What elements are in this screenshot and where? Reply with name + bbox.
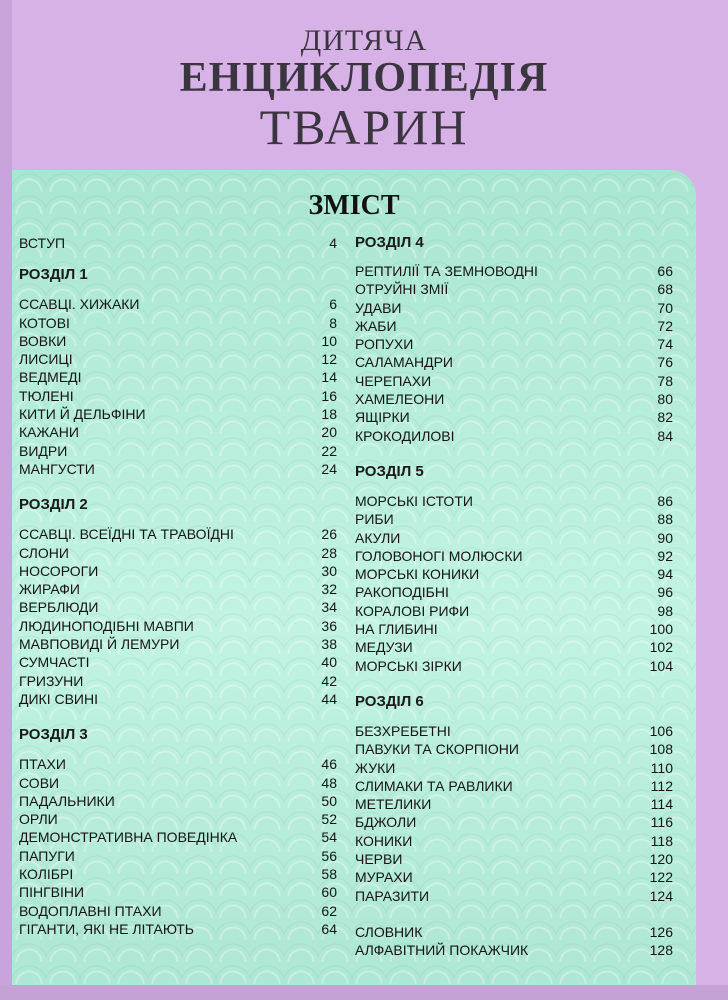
toc-page: 68 <box>657 281 673 298</box>
toc-page: 86 <box>657 492 673 509</box>
toc-label: МОРСЬКІ КОНИКИ <box>355 566 480 583</box>
toc-entry[interactable] <box>19 405 337 423</box>
toc-label: РАКОПОДІБНІ <box>355 584 449 601</box>
toc-page: 98 <box>657 602 673 619</box>
toc-label: ТЮЛЕНІ <box>19 387 74 404</box>
toc-page: 10 <box>321 332 337 349</box>
toc-entry-index[interactable] <box>355 941 673 959</box>
toc-entry[interactable] <box>355 740 673 758</box>
toc-entry[interactable] <box>355 299 673 317</box>
toc-label: МУРАХИ <box>355 869 413 886</box>
toc-entry[interactable] <box>355 408 673 426</box>
toc-page: 50 <box>321 792 337 809</box>
toc-label: ЛЮДИНОПОДІБНІ МАВПИ <box>19 617 194 634</box>
toc-entry[interactable] <box>19 902 337 920</box>
toc-page: 82 <box>657 409 673 426</box>
toc-entry[interactable] <box>355 832 673 850</box>
toc-entry[interactable] <box>355 317 673 335</box>
toc-page: 108 <box>649 741 673 758</box>
toc-label: БДЖОЛИ <box>355 814 417 831</box>
toc-page: 122 <box>649 869 673 886</box>
toc-entry[interactable] <box>19 314 337 332</box>
toc-entry[interactable] <box>19 525 337 543</box>
toc-page: 18 <box>321 406 337 423</box>
toc-label: ПАДАЛЬНИКИ <box>19 792 115 809</box>
section-heading: РОЗДІЛ 3 <box>19 726 88 744</box>
toc-entry[interactable] <box>19 774 337 792</box>
toc-label: НОСОРОГИ <box>19 562 99 579</box>
toc-entry[interactable] <box>19 423 337 441</box>
toc-label: ПАПУГИ <box>19 847 75 864</box>
toc-label: ПІНГВІНИ <box>19 884 85 901</box>
toc-page: 48 <box>321 774 337 791</box>
toc-label: ВОДОПЛАВНІ ПТАХИ <box>19 902 162 919</box>
toc-page: 36 <box>321 617 337 634</box>
title-line-2: ЕНЦИКЛОПЕДІЯ <box>179 55 549 101</box>
toc-entry[interactable] <box>355 510 673 528</box>
toc-label: ПТАХИ <box>19 756 66 773</box>
appendix-list <box>355 923 673 960</box>
toc-entry-intro[interactable] <box>19 234 337 252</box>
toc-page: 54 <box>321 829 337 846</box>
toc-page: 42 <box>321 672 337 689</box>
toc-page: 34 <box>321 599 337 616</box>
toc-entry-glossary[interactable] <box>355 923 673 941</box>
toc-page: 124 <box>649 887 673 904</box>
toc-entry[interactable] <box>19 828 337 846</box>
toc-page: 84 <box>657 427 673 444</box>
toc-page: 92 <box>657 547 673 564</box>
toc-page: 80 <box>657 391 673 408</box>
toc-label: ССАВЦІ. ВСЕЇДНІ ТА ТРАВОЇДНІ <box>19 526 234 543</box>
toc-label: КОТОВІ <box>19 314 70 331</box>
toc-label: ДЕМОНСТРАТИВНА ПОВЕДІНКА <box>19 829 238 846</box>
toc-label: РЕПТИЛІЇ ТА ЗЕМНОВОДНІ <box>355 263 538 279</box>
toc-label: БЕЗХРЕБЕТНІ <box>355 722 451 739</box>
toc-page: 38 <box>321 636 337 653</box>
toc-entry[interactable] <box>19 598 337 616</box>
toc-page: 116 <box>650 814 673 831</box>
section-4-list <box>355 262 673 445</box>
toc-page: 60 <box>321 884 337 901</box>
toc-label: ГРИЗУНИ <box>19 672 84 689</box>
toc-page: 22 <box>321 442 337 459</box>
toc-label: МЕТЕЛИКИ <box>355 796 432 813</box>
contents-column-right <box>355 234 673 960</box>
toc-entry[interactable] <box>355 722 673 740</box>
toc-label: ЖИРАФИ <box>19 581 80 598</box>
toc-label: МОРСЬКІ ЗІРКИ <box>355 657 462 674</box>
toc-entry[interactable] <box>355 602 673 620</box>
toc-page: 20 <box>321 424 337 441</box>
section-5-list <box>355 492 673 675</box>
toc-entry[interactable] <box>355 850 673 868</box>
toc-page: 44 <box>321 690 337 707</box>
toc-page: 72 <box>657 317 673 334</box>
contents-panel <box>12 170 696 985</box>
toc-page: 90 <box>657 529 673 546</box>
toc-label: ЛИСИЦІ <box>19 351 73 368</box>
toc-label: МАВПОВИДІ Й ЛЕМУРИ <box>19 636 180 653</box>
toc-entry[interactable] <box>355 390 673 408</box>
section-1-list <box>19 295 337 478</box>
toc-label: ГОЛОВОНОГІ МОЛЮСКИ <box>355 547 523 564</box>
toc-page: 114 <box>650 796 673 813</box>
toc-entry[interactable] <box>19 332 337 350</box>
section-heading: РОЗДІЛ 2 <box>19 496 88 514</box>
toc-label: СЛИМАКИ ТА РАВЛИКИ <box>355 777 513 794</box>
book-title <box>0 0 728 170</box>
toc-entry[interactable] <box>19 617 337 635</box>
contents-title: ЗМІСТ <box>308 190 400 221</box>
toc-entry[interactable] <box>355 335 673 353</box>
toc-label: КИТИ Й ДЕЛЬФІНИ <box>19 406 146 423</box>
toc-page: 12 <box>321 351 337 368</box>
toc-label: УДАВИ <box>355 299 402 316</box>
toc-page: 62 <box>321 902 337 919</box>
toc-label: МЕДУЗИ <box>355 639 413 656</box>
toc-entry[interactable] <box>19 865 337 883</box>
toc-label: ХАМЕЛЕОНИ <box>355 391 445 408</box>
toc-page: 56 <box>321 847 337 864</box>
toc-page: 40 <box>321 654 337 671</box>
toc-label: ДИКІ СВИНІ <box>19 690 98 707</box>
toc-page: 16 <box>321 387 337 404</box>
toc-label: ОРЛИ <box>19 811 58 828</box>
toc-entry[interactable] <box>355 777 673 795</box>
toc-label: КАЖАНИ <box>19 424 79 441</box>
toc-page: 76 <box>657 354 673 371</box>
toc-page: 70 <box>657 299 673 316</box>
page-bottom-band <box>0 985 728 1000</box>
toc-page: 26 <box>321 526 337 543</box>
toc-page: 118 <box>650 832 673 849</box>
toc-entry[interactable] <box>19 792 337 810</box>
toc-page: 28 <box>321 544 337 561</box>
toc-entry[interactable] <box>355 427 673 445</box>
section-heading: РОЗДІЛ 5 <box>355 462 424 480</box>
toc-entry[interactable] <box>355 353 673 371</box>
toc-entry[interactable] <box>19 460 337 478</box>
toc-label: ПАРАЗИТИ <box>355 887 430 904</box>
toc-label: АКУЛИ <box>355 529 401 546</box>
toc-label: ВСТУП <box>19 235 66 251</box>
toc-page: 6 <box>329 296 337 313</box>
toc-label: ОТРУЙНІ ЗМІЇ <box>355 281 449 298</box>
toc-page: 46 <box>321 756 337 773</box>
toc-entry[interactable] <box>355 868 673 886</box>
toc-label: НА ГЛИБИНІ <box>355 621 438 638</box>
toc-entry[interactable] <box>355 280 673 298</box>
toc-entry[interactable] <box>19 810 337 828</box>
toc-page: 4 <box>329 235 337 251</box>
toc-page: 88 <box>657 511 673 528</box>
toc-page: 14 <box>321 369 337 386</box>
toc-entry[interactable] <box>355 547 673 565</box>
toc-label: КОРАЛОВІ РИФИ <box>355 602 470 619</box>
toc-label: СЛОВНИК <box>355 923 423 940</box>
toc-label: ПАВУКИ ТА СКОРПІОНИ <box>355 741 519 758</box>
toc-page: 126 <box>649 923 673 940</box>
toc-entry[interactable] <box>355 795 673 813</box>
toc-label: ВЕРБЛЮДИ <box>19 599 99 616</box>
section-2-list <box>19 525 337 708</box>
toc-page: 30 <box>321 562 337 579</box>
toc-label: СЛОНИ <box>19 544 69 561</box>
toc-entry[interactable] <box>19 653 337 671</box>
toc-page: 106 <box>649 722 673 739</box>
toc-label: ЯЩІРКИ <box>355 409 410 426</box>
toc-entry[interactable] <box>19 580 337 598</box>
toc-page: 94 <box>657 566 673 583</box>
toc-page: 104 <box>649 657 673 674</box>
toc-label: ССАВЦІ. ХИЖАКИ <box>19 296 140 313</box>
toc-page: 52 <box>321 811 337 828</box>
toc-page: 8 <box>329 314 337 331</box>
toc-page: 32 <box>321 581 337 598</box>
toc-label: ЖУКИ <box>355 759 396 776</box>
toc-entry[interactable] <box>355 583 673 601</box>
toc-page: 120 <box>649 851 673 868</box>
toc-label: ЧЕРЕПАХИ <box>355 372 432 389</box>
toc-entry[interactable] <box>19 295 337 313</box>
toc-entry[interactable] <box>19 442 337 460</box>
toc-page: 128 <box>649 942 673 959</box>
toc-label: КРОКОДИЛОВІ <box>355 427 455 444</box>
toc-entry[interactable] <box>19 350 337 368</box>
section-heading: РОЗДІЛ 6 <box>355 692 424 710</box>
toc-page: 64 <box>321 920 337 937</box>
toc-entry[interactable] <box>19 690 337 708</box>
toc-label: ВОВКИ <box>19 332 67 349</box>
section-heading: РОЗДІЛ 1 <box>19 266 88 284</box>
toc-label: РИБИ <box>355 511 394 528</box>
toc-entry[interactable] <box>355 372 673 390</box>
toc-page: 100 <box>649 621 673 638</box>
toc-page: 96 <box>657 584 673 601</box>
toc-label: РОПУХИ <box>355 336 414 353</box>
toc-label: ЖАБИ <box>355 317 397 334</box>
toc-label: СОВИ <box>19 774 60 791</box>
section-3-list <box>19 755 337 938</box>
toc-entry[interactable] <box>19 368 337 386</box>
toc-label: СУМЧАСТІ <box>19 654 90 671</box>
toc-label: АЛФАВІТНИЙ ПОКАЖЧИК <box>355 942 529 959</box>
toc-label: САЛАМАНДРИ <box>355 354 453 371</box>
toc-label: ЧЕРВИ <box>355 851 403 868</box>
toc-entry[interactable] <box>19 672 337 690</box>
toc-entry[interactable] <box>355 529 673 547</box>
toc-entry[interactable] <box>355 492 673 510</box>
toc-entry[interactable] <box>19 562 337 580</box>
section-6-list <box>355 722 673 905</box>
toc-label: МАНГУСТИ <box>19 460 95 477</box>
toc-page: 78 <box>657 372 673 389</box>
toc-entry[interactable] <box>355 813 673 831</box>
toc-page: 74 <box>657 336 673 353</box>
toc-label: МОРСЬКІ ІСТОТИ <box>355 492 473 509</box>
toc-entry[interactable] <box>19 387 337 405</box>
toc-entry[interactable] <box>355 887 673 905</box>
toc-entry[interactable] <box>355 657 673 675</box>
toc-page: 110 <box>650 759 673 776</box>
toc-entry[interactable] <box>355 262 673 280</box>
toc-entry[interactable] <box>19 920 337 938</box>
title-line-1: ДИТЯЧА <box>300 24 428 57</box>
toc-entry[interactable] <box>355 565 673 583</box>
contents-column-left <box>19 234 337 938</box>
toc-entry[interactable] <box>19 635 337 653</box>
toc-entry[interactable] <box>19 755 337 773</box>
toc-entry[interactable] <box>355 620 673 638</box>
toc-label: ВИДРИ <box>19 442 68 459</box>
toc-label: ВЕДМЕДІ <box>19 369 82 386</box>
toc-page: 24 <box>321 460 337 477</box>
toc-page: 112 <box>650 777 673 794</box>
toc-entry[interactable] <box>355 759 673 777</box>
toc-entry[interactable] <box>355 638 673 656</box>
toc-label: ГІГАНТИ, ЯКІ НЕ ЛІТАЮТЬ <box>19 920 194 937</box>
toc-label: КОНИКИ <box>355 832 413 849</box>
toc-entry[interactable] <box>19 544 337 562</box>
toc-entry[interactable] <box>19 883 337 901</box>
section-heading: РОЗДІЛ 4 <box>355 234 424 251</box>
toc-page: 58 <box>321 866 337 883</box>
title-line-3: ТВАРИН <box>259 99 469 155</box>
toc-label: КОЛІБРІ <box>19 866 74 883</box>
toc-entry[interactable] <box>19 847 337 865</box>
toc-page: 102 <box>649 639 673 656</box>
toc-page: 66 <box>657 263 673 279</box>
